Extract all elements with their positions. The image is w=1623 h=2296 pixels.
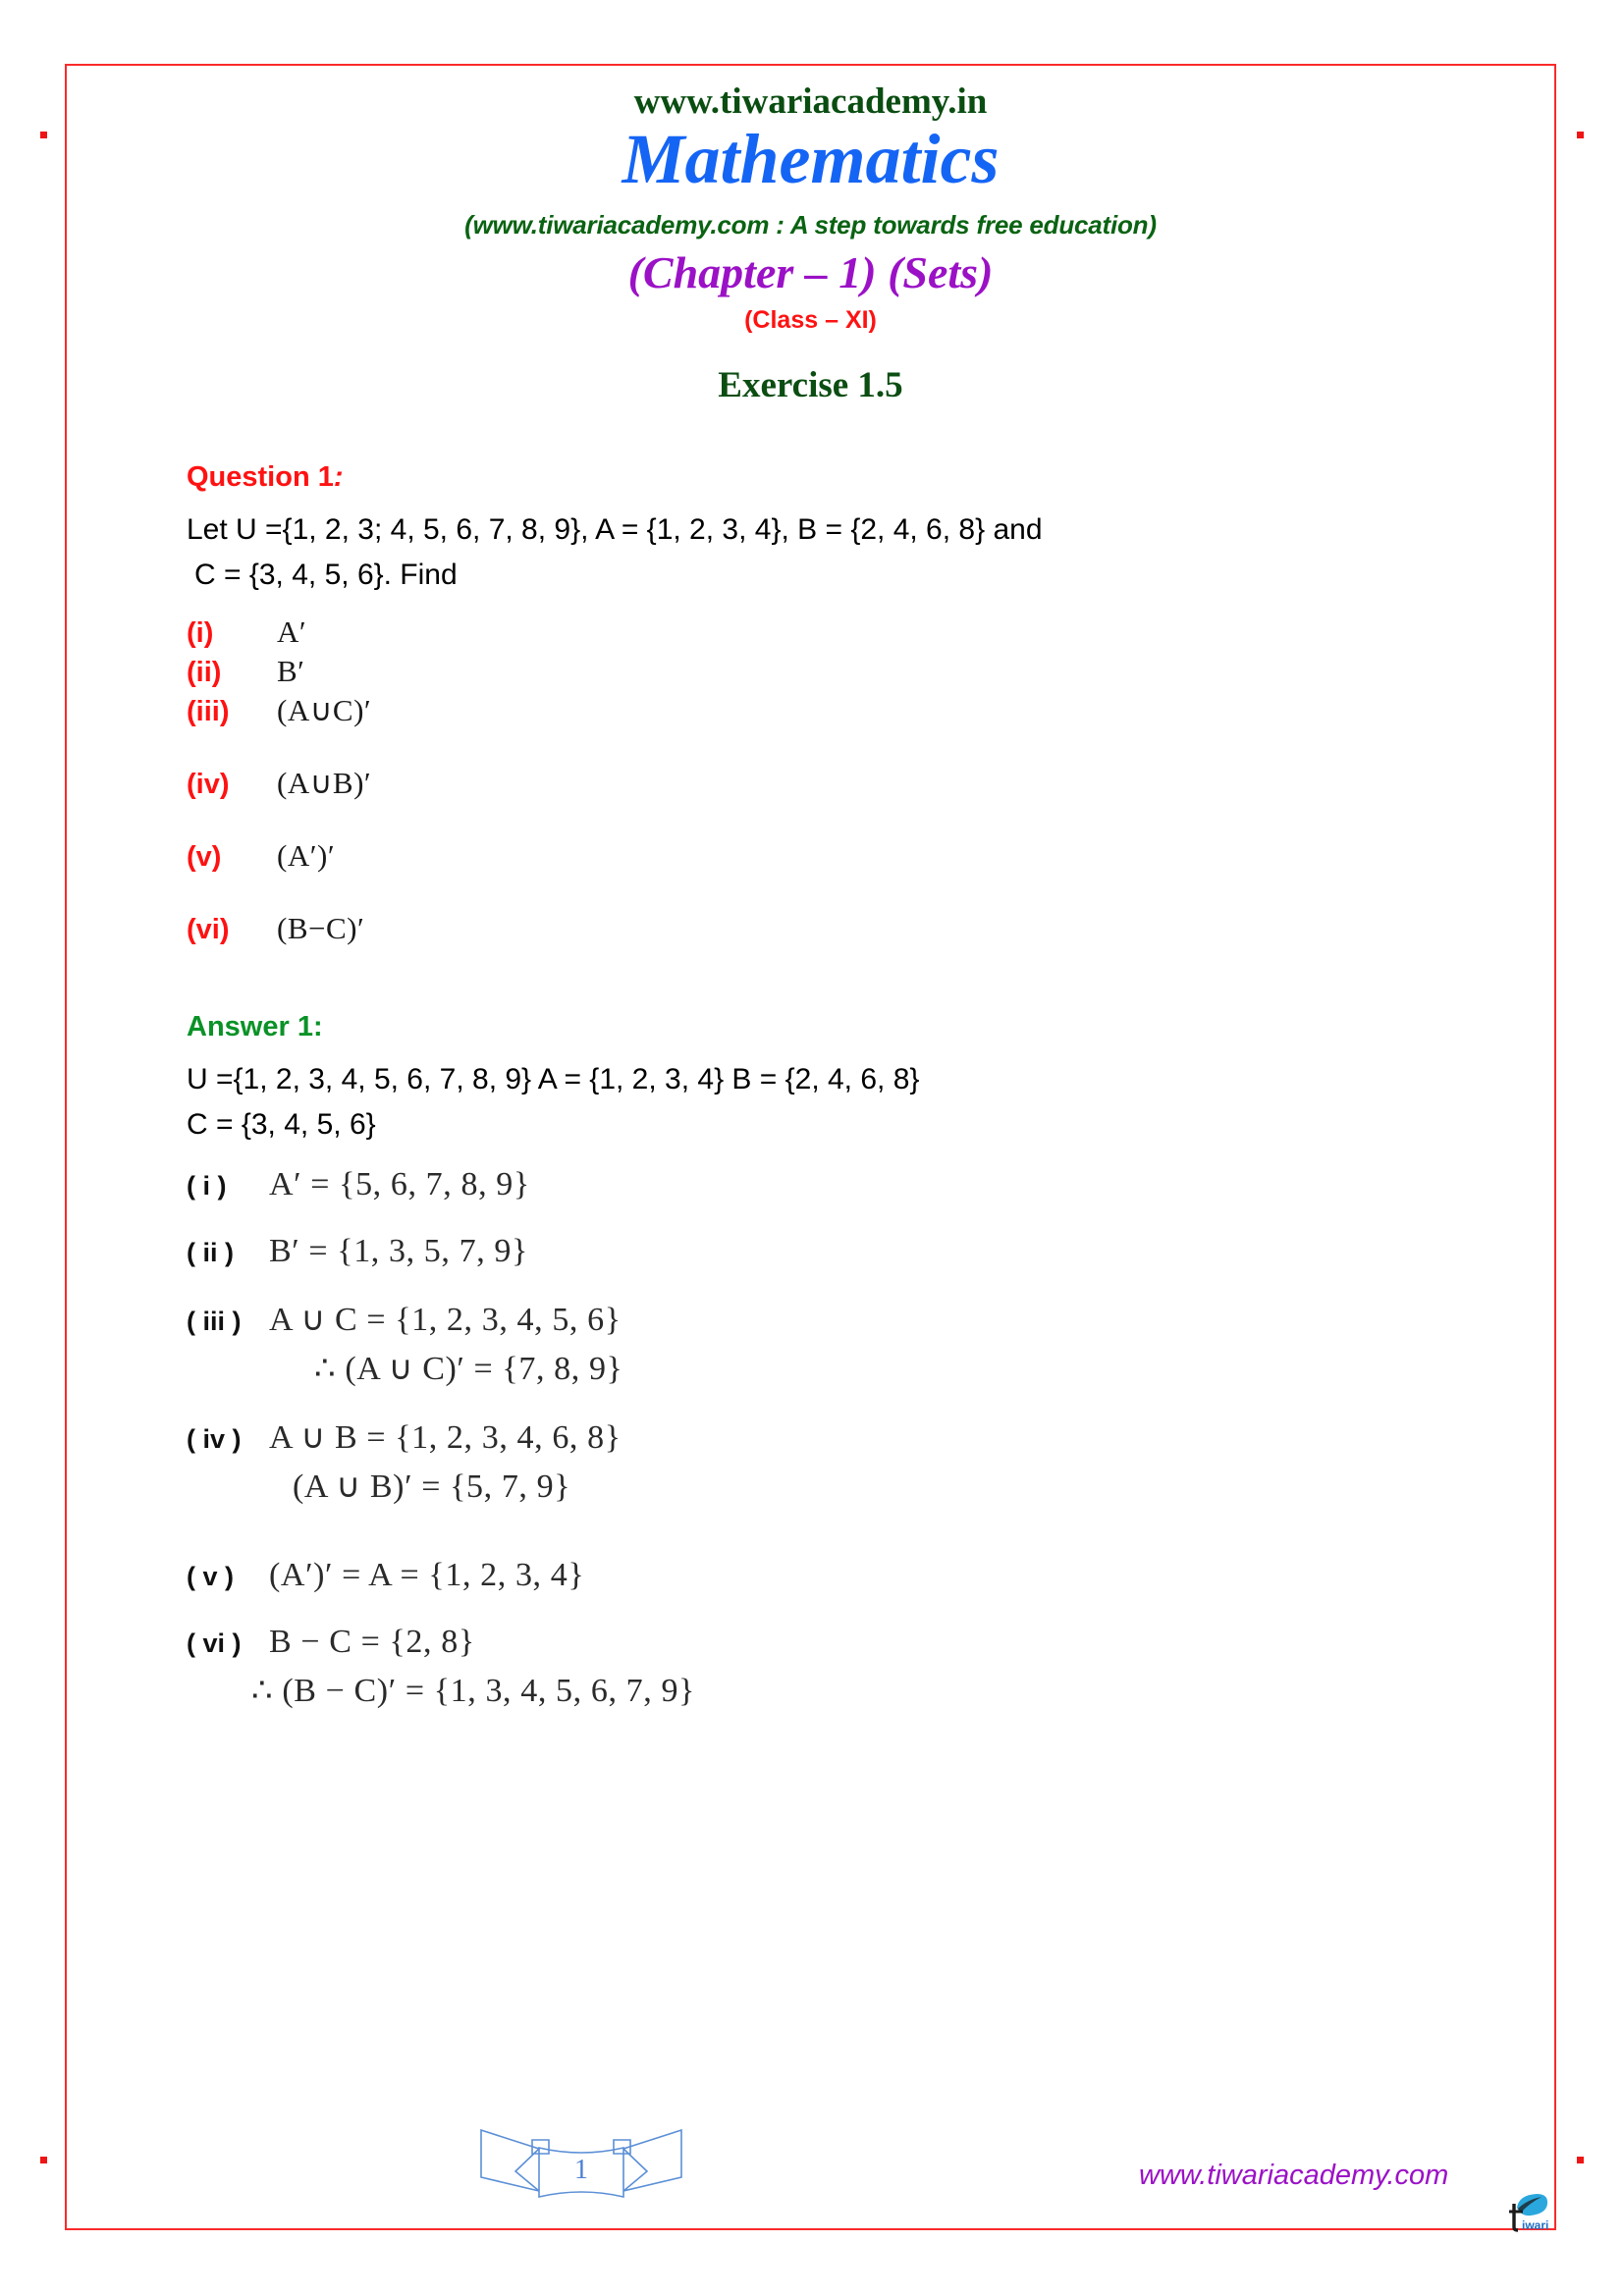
- page-number: 1: [574, 2155, 588, 2185]
- answer-item-body: [251, 1624, 695, 1710]
- question-item: [187, 654, 1502, 689]
- answer-item-subexpression: (A ∪ B)′ = {5, 7, 9}: [293, 1468, 571, 1506]
- question-heading: [187, 461, 1502, 494]
- class-label: (Class – XI): [744, 306, 877, 335]
- answer-heading: Answer 1:: [187, 1011, 323, 1043]
- question-item-marker: (iv): [187, 769, 230, 801]
- question-item-expression: B′: [277, 654, 305, 689]
- exercise-title: Exercise 1.5: [718, 365, 903, 406]
- question-item-expression: (B−C)′: [277, 911, 365, 946]
- question-item: [187, 693, 1502, 728]
- question-item: [187, 911, 1502, 946]
- question-item: [187, 766, 1502, 801]
- answer-item-expression: A ∪ B = {1, 2, 3, 4, 6, 8}: [269, 1419, 622, 1457]
- answer-item: [187, 1417, 1502, 1506]
- document-header: [65, 64, 1556, 406]
- answer-item-list: [187, 1166, 1502, 1710]
- answer-line-2: C = {3, 4, 5, 6}: [187, 1107, 376, 1141]
- answer-item: [187, 1233, 1502, 1270]
- question-item-expression: (A∪B)′: [277, 766, 372, 801]
- tiwari-logo-icon: [1507, 2192, 1552, 2233]
- site-name-top: www.tiwariacademy.in: [633, 81, 988, 122]
- corner-dot-top-left: [40, 132, 47, 138]
- site-tagline: (www.tiwariacademy.com : A step towards free education): [464, 210, 1157, 240]
- answer-item-marker: ( i ): [187, 1171, 227, 1201]
- answer-item: [187, 1624, 1502, 1710]
- document-body: [187, 461, 1502, 1726]
- answer-item-expression: A′ = {5, 6, 7, 8, 9}: [269, 1166, 530, 1203]
- question-heading-colon: :: [333, 461, 344, 493]
- answer-item-marker: ( vi ): [187, 1629, 242, 1659]
- question-item-marker: (i): [187, 617, 214, 650]
- answer-item-body: [269, 1417, 622, 1506]
- subject-title: Mathematics: [622, 119, 1000, 198]
- answer-item: [187, 1557, 1502, 1594]
- corner-dot-top-right: [1577, 132, 1584, 138]
- answer-line-1: U ={1, 2, 3, 4, 5, 6, 7, 8, 9} A = {1, 2, 3, 4} B = {2, 4, 6, 8}: [187, 1063, 920, 1096]
- answer-item: [187, 1300, 1502, 1388]
- question-item-expression: (A∪C)′: [277, 693, 372, 728]
- answer-item-expression: B′ = {1, 3, 5, 7, 9}: [269, 1233, 528, 1270]
- answer-item-expression: A ∪ C = {1, 2, 3, 4, 5, 6}: [269, 1302, 622, 1339]
- corner-dot-bottom-right: [1577, 2157, 1584, 2163]
- question-line-2: C = {3, 4, 5, 6}. Find: [194, 558, 458, 591]
- question-item-marker: (vi): [187, 914, 230, 946]
- answer-item-subexpression: ∴ (B − C)′ = {1, 3, 4, 5, 6, 7, 9}: [251, 1673, 695, 1710]
- question-item-list: [187, 614, 1502, 946]
- answer-item-marker: ( iv ): [187, 1424, 242, 1455]
- question-item: [187, 838, 1502, 874]
- question-heading-text: Question 1: [187, 461, 334, 493]
- question-item-expression: (A′)′: [277, 838, 336, 874]
- question-item-expression: A′: [277, 614, 307, 650]
- answer-item: [187, 1166, 1502, 1203]
- question-line-1: Let U ={1, 2, 3; 4, 5, 6, 7, 8, 9}, A = {1, 2, 3, 4}, B = {2, 4, 6, 8} and: [187, 513, 1043, 546]
- question-item: [187, 614, 1502, 650]
- answer-item-body: [269, 1300, 622, 1388]
- corner-dot-bottom-left: [40, 2157, 47, 2163]
- answer-item-expression: (A′)′ = A = {1, 2, 3, 4}: [269, 1557, 585, 1594]
- chapter-title: (Chapter – 1) (Sets): [627, 247, 994, 298]
- question-item-marker: (v): [187, 841, 222, 874]
- answer-item-marker: ( v ): [187, 1562, 235, 1592]
- question-item-marker: (ii): [187, 657, 222, 689]
- answer-item-marker: ( ii ): [187, 1238, 234, 1268]
- question-item-marker: (iii): [187, 696, 230, 728]
- answer-item-subexpression: ∴ (A ∪ C)′ = {7, 8, 9}: [314, 1351, 623, 1388]
- answer-item-expression: B − C = {2, 8}: [269, 1624, 475, 1661]
- svg-text:iwari: iwari: [1522, 2218, 1549, 2232]
- footer-website-url: www.tiwariacademy.com: [1139, 2160, 1449, 2191]
- answer-item-marker: ( iii ): [187, 1307, 242, 1337]
